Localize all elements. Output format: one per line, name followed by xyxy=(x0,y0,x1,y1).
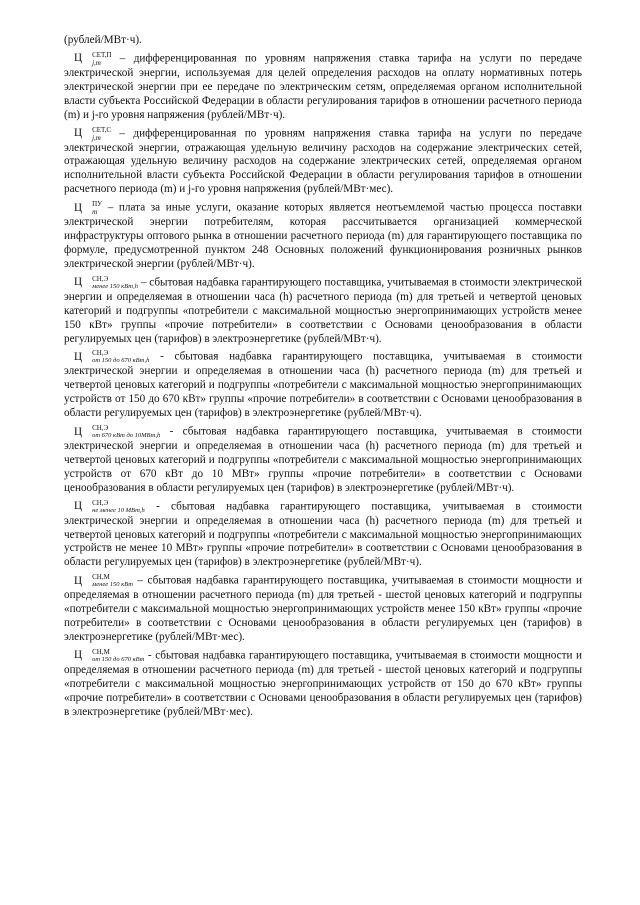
definition-item xyxy=(64,275,582,347)
definition-text: – сбытовая надбавка гарантирующего поставщика, учитываемая в стоимости мощности и определяемая в отношении расчетного периода (m) для третьей - шестой ценовых категорий и подгруппы «потребители с максимальной мощностью энергопринимающих устройств менее 150 кВт» группы «прочие потребители» в соответствии с Основами ценообразования в области регулируемых цен (тарифов) в электроэнергетике (рублей/МВт·мес). xyxy=(64,574,583,643)
definition-item xyxy=(64,573,582,645)
document-page xyxy=(64,34,582,723)
definition-text: - сбытовая надбавка гарантирующего поставщика, учитываемая в стоимости электрической энергии и определяемая в отношении часа (h) расчетного периода (m) для третьей и четвертой ценовых категорий и подгруппы «потребители с максимальной мощностью энергопринимающих устройств от 150 до 670 кВт» группы «прочие потребители» в соответствии с Основами ценообразования в области регулируемых цен (тарифов) в электроэнергетике (рублей/МВт·ч). xyxy=(64,350,583,420)
definition-item xyxy=(64,51,582,123)
definition-item xyxy=(64,648,582,720)
definition-text: – дифференцированная по уровням напряжения ставка тарифа на услуги по передаче электрической энергии, используемая для целей определения расходов на оплату нормативных потерь электрической энергии при ее передаче по электрическим сетям, определяемая органом исполнительной власти субъекта Российской Федерации в области регулирования тарифов в отношении расчетного периода (m) и j-го уровня напряжения (рублей/МВт·ч). xyxy=(64,52,583,121)
definition-item xyxy=(64,126,582,198)
definition-text: - сбытовая надбавка гарантирующего поставщика, учитываемая в стоимости электрической энергии и определяемая в отношении часа (h) расчетного периода (m) для третьей и четвертой ценовых категорий и подгруппы «потребители с максимальной мощностью энергопринимающих устройств от 670 кВт до 10 МВт» группы «прочие потребители» в соответствии с Основами ценообразования в области регулируемых цен (тарифов) в электроэнергетике (рублей/МВт·ч). xyxy=(64,425,582,494)
formula-symbol: Ц СЕТ,С j,m xyxy=(74,125,112,142)
formula-symbol: Ц СН,М от 150 до 670 кВт xyxy=(74,647,145,663)
definition-text: - сбытовая надбавка гарантирующего поставщика, учитываемая в стоимости мощности и определяемая в отношении расчетного периода (m) для третьей - шестой ценовых категорий и подгруппы «потребители с максимальной мощностью энергопринимающих устройств от 150 до 670 кВт» группы «прочие потребители» в соответствии с Основами ценообразования в области регулируемых цен (тарифов) в электроэнергетике (рублей/МВт·мес). xyxy=(64,649,582,718)
formula-symbol: Ц СН,Э не менее 10 МВт,h xyxy=(74,498,145,514)
definition-item xyxy=(64,499,582,571)
definition-item xyxy=(64,349,582,421)
intro-line: (рублей/МВт·ч). xyxy=(64,34,142,46)
formula-symbol: Ц СН,Э от 670 кВт до 10МВт,h xyxy=(74,424,161,440)
definition-item xyxy=(64,200,582,272)
formula-symbol: Ц СЕТ,П j,m xyxy=(74,50,112,67)
definition-text: – сбытовая надбавка гарантирующего поставщика, учитываемая в стоимости электрической энергии и определяемая в отношении часа (h) расчетного периода (m) для третьей и четвертой ценовых категорий и подгруппы «потребители с максимальной мощностью энергопринимающих устройств менее 150 кВт» группы «прочие потребители» в соответствии с Основами ценообразования в области регулируемых цен (тарифов) в электроэнергетике (рублей/МВт·ч). xyxy=(64,276,583,345)
definition-text: – дифференцированная по уровням напряжения ставка тарифа на услуги по передаче электрической энергии, отражающая удельную величину расходов на содержание электрических сетей, отражающая удельную величину расходов на содержание электрических сетей, определяемая органом исполнительной власти субъекта Российской Федерации в области регулирования тарифов в отношении расчетного периода (m) и j-го уровня напряжения (рублей/МВт·мес). xyxy=(64,127,583,196)
formula-symbol: Ц СН,М менее 150 кВт xyxy=(74,573,133,589)
definition-item xyxy=(64,424,582,496)
formula-symbol: Ц ПУ m xyxy=(74,200,103,217)
formula-symbol: Ц СН,Э от 150 до 670 кВт,h xyxy=(74,349,150,365)
definition-text: - сбытовая надбавка гарантирующего поставщика, учитываемая в стоимости электрической энергии и определяемая в отношении часа (h) расчетного периода (m) для третьей и четвертой ценовых категорий и подгруппы «потребители с максимальной мощностью энергопринимающих устройств не менее 10 МВт» группы «прочие потребители» в соответствии с Основами ценообразования в области регулируемых цен (тарифов) в электроэнергетике (рублей/МВт·ч). xyxy=(64,500,582,569)
formula-symbol: Ц СН,Э менее 150 кВт,h xyxy=(74,274,138,290)
definition-text: – плата за иные услуги, оказание которых является неотъемлемой частью процесса поставки электрической энергии потребителям, которая рассчитывается организацией коммерческой инфраструктуры оптового рынка в отношении расчетного периода (m) для гарантирующего поставщика по формуле, предусмотренной пунктом 248 Основных положений функционирования розничных рынков электрической энергии (рублей/МВт·ч). xyxy=(64,201,582,270)
